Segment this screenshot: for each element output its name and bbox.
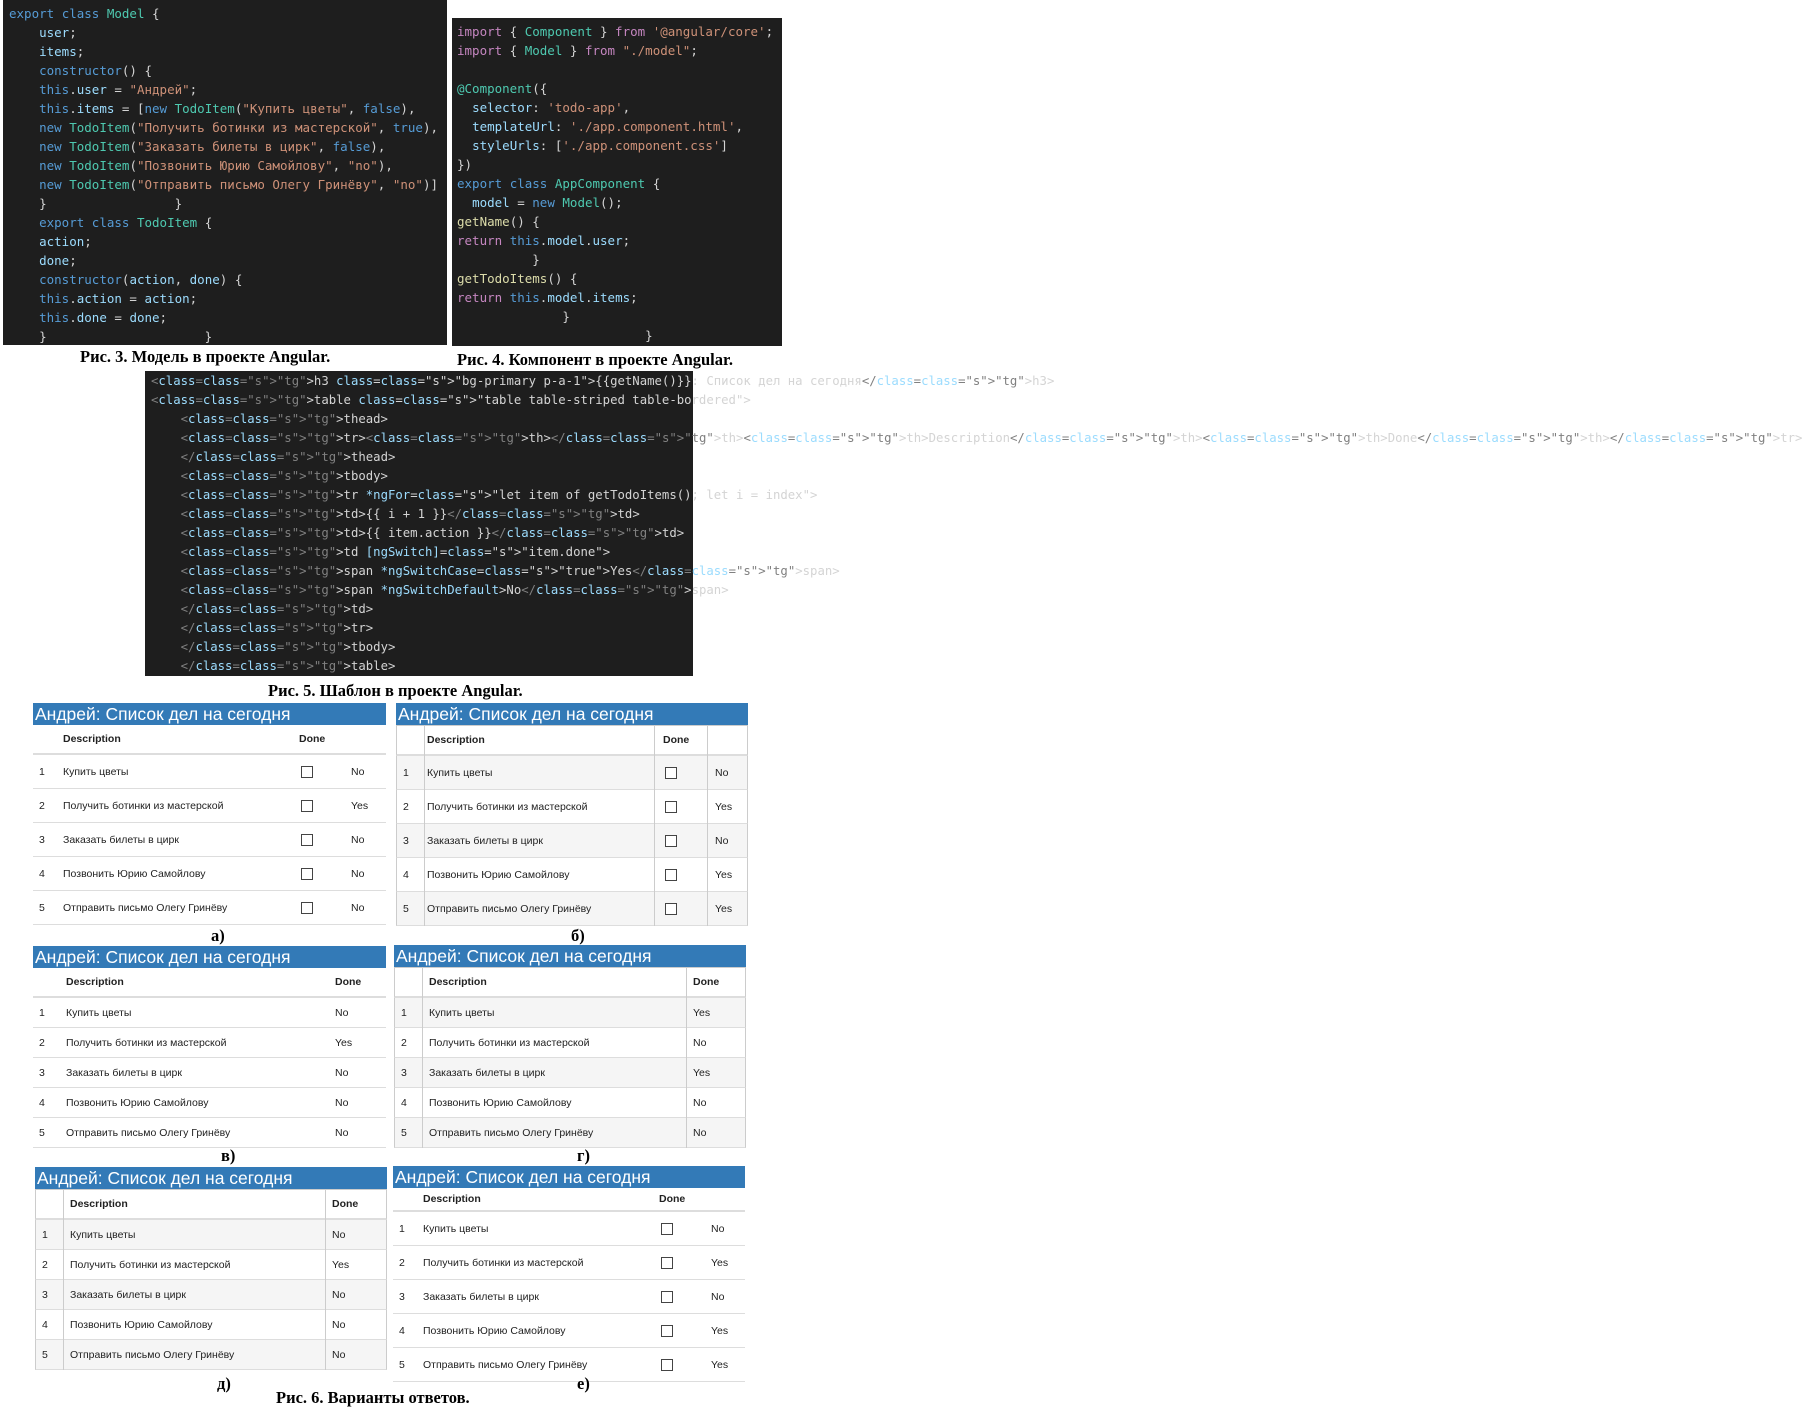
panel-title: Андрей: Список дел на сегодня [33,946,386,968]
row-action: Получить ботинки из мастерской [63,799,224,812]
row-done-value: No [335,1126,349,1139]
row-index: 1 [39,765,45,778]
variant-e-panel [393,1166,745,1382]
row-action: Купить цветы [429,1006,495,1019]
row-index: 4 [39,1096,45,1109]
variant-v-label: в) [221,1146,236,1165]
row-done-value: Yes [715,902,733,915]
table-row [394,1118,746,1148]
template-code-line: <class=class="s">"tg">thead> [180,412,388,426]
table-row [33,857,386,891]
row-action: Купить цветы [66,1006,132,1019]
model-code-line: export class TodoItem { [39,215,213,230]
table-row [396,790,748,824]
template-code-line: <class=class="s">"tg">tbody> [180,469,388,483]
table-row [396,756,748,790]
row-done-value: No [715,766,729,779]
column-header-description: Description [63,733,121,745]
row-index: 2 [403,800,409,813]
row-done-value: No [351,867,365,880]
row-done-value: No [351,765,365,778]
table-row [33,891,386,925]
variant-a-panel [33,703,386,925]
checkbox-square-icon [661,1359,673,1371]
done-checkbox[interactable] [301,823,313,856]
row-action: Позвонить Юрию Самойлову [423,1324,566,1337]
panel-title: Андрей: Список дел на сегодня [394,945,746,967]
component-code-line: import { Model } from "./model"; [457,43,698,58]
template-code-line: </class=class="s">"tg">thead> [180,450,396,464]
column-header-done: Done [663,734,690,746]
checkbox-square-icon [665,903,677,915]
todo-table [393,1188,745,1382]
component-code-line: return this.model.items; [457,290,638,305]
table-header-row [396,726,748,756]
done-checkbox[interactable] [661,1348,673,1381]
panel-title: Андрей: Список дел на сегодня [393,1166,745,1188]
done-checkbox[interactable] [301,789,313,822]
row-index: 3 [403,834,409,847]
fig5-caption: Рис. 5. Шаблон в проекте Angular. [268,681,523,700]
model-code-line: constructor(action, done) { [39,272,243,287]
component-code-panel [452,18,782,346]
column-header-done: Done [299,733,326,745]
row-action: Отправить письмо Олегу Гринёву [429,1126,594,1139]
template-code-line: <class=class="s">"tg">h3 class=class="s">"bg-primary p-a-1">{{getName()}}: Список дел на сегодня</class=class="s">"tg">h3> [151,374,1055,388]
row-action: Отправить письмо Олегу Гринёву [423,1358,588,1371]
row-index: 1 [42,1228,48,1241]
component-code-line: styleUrls: ['./app.component.css'] [472,138,728,153]
template-code-line: </class=class="s">"tg">tr> [180,621,374,635]
component-code-line: return this.model.user; [457,233,631,248]
model-code-line: items; [39,44,85,59]
checkbox-square-icon [301,868,313,880]
column-header-done: Done [335,976,362,988]
row-done-value: Yes [351,799,369,812]
table-row [396,858,748,892]
template-code-line: <class=class="s">"tg">tr *ngFor=class="s">"let item of getTodoItems(); let i = index"> [180,488,818,502]
row-action: Заказать билеты в цирк [66,1066,182,1079]
row-action: Отправить письмо Олегу Гринёву [63,901,228,914]
component-code-line: getName() { [457,214,540,229]
variant-g-label: г) [577,1146,590,1165]
checkbox-square-icon [301,766,313,778]
row-done-value: Yes [693,1006,711,1019]
row-index: 1 [39,1006,45,1019]
template-code-line: <class=class="s">"tg">td>{{ item.action }}</class=class="s">"tg">td> [180,526,685,540]
column-divider [424,726,425,926]
row-done-value: No [332,1318,346,1331]
row-index: 2 [399,1256,405,1269]
table-row [393,1212,745,1246]
table-row [33,1058,386,1088]
template-code-line: </class=class="s">"tg">td> [180,602,374,616]
column-header-description: Description [66,976,124,988]
done-checkbox[interactable] [301,857,313,890]
checkbox-square-icon [665,869,677,881]
variant-b-panel [396,703,748,925]
row-action: Получить ботинки из мастерской [429,1036,590,1049]
model-code-line: } } [9,329,213,344]
model-code-line: constructor() { [39,63,153,78]
row-action: Купить цветы [70,1228,136,1241]
model-code-line: this.items = [new TodoItem("Купить цветы", false), [39,101,416,116]
row-done-value: Yes [332,1258,350,1271]
model-code-line: new TodoItem("Получить ботинки из мастерской", true), [39,120,439,135]
table-row [33,1088,386,1118]
row-action: Позвонить Юрию Самойлову [429,1096,572,1109]
row-done-value: No [351,833,365,846]
row-index: 4 [403,868,409,881]
checkbox-square-icon [665,835,677,847]
column-header-done: Done [659,1193,686,1205]
template-code-line: <class=class="s">"tg">tr><class=class="s">"tg">th></class=class="s">"tg">th><class=class="s">"tg">th>Description</class=class="s">"tg">th><class=class="s">"tg">th>Done</class=class="s">"tg">th></class=class="s">"tg">tr> [180,431,1802,445]
variant-d-label: д) [217,1374,231,1393]
model-code-line: this.action = action; [39,291,198,306]
checkbox-square-icon [665,767,677,779]
table-row [33,789,386,823]
fig4-caption: Рис. 4. Компонент в проекте Angular. [457,350,733,369]
row-index: 3 [399,1290,405,1303]
row-index: 3 [39,833,45,846]
table-header-row [35,1190,387,1220]
table-header-row [33,725,386,755]
row-index: 5 [39,901,45,914]
table-row [396,892,748,926]
row-index: 5 [399,1358,405,1371]
model-code-line: user; [39,25,77,40]
row-index: 3 [42,1288,48,1301]
row-action: Заказать билеты в цирк [63,833,179,846]
row-done-value: Yes [693,1066,711,1079]
done-checkbox[interactable] [665,858,677,891]
template-code-line: <class=class="s">"tg">td [ngSwitch]=class="s">"item.done"> [180,545,611,559]
variant-a-label: а) [211,926,225,945]
panel-title: Андрей: Список дел на сегодня [35,1167,387,1189]
variant-d-panel [35,1167,387,1369]
row-index: 2 [39,799,45,812]
component-code-line: } [457,328,653,343]
checkbox-square-icon [661,1291,673,1303]
row-action: Заказать билеты в цирк [70,1288,186,1301]
row-done-value: Yes [335,1036,353,1049]
model-code-line: action; [39,234,92,249]
row-index: 2 [39,1036,45,1049]
row-action: Получить ботинки из мастерской [70,1258,231,1271]
done-checkbox[interactable] [661,1280,673,1313]
row-action: Позвонить Юрию Самойлову [70,1318,213,1331]
component-code-line: model = new Model(); [472,195,623,210]
column-header-description: Description [427,734,485,746]
row-done-value: No [332,1228,346,1241]
done-checkbox[interactable] [665,824,677,857]
column-header-description: Description [70,1198,128,1210]
template-code-line: <class=class="s">"tg">span *ngSwitchDefault>No</class=class="s">"tg">span> [180,583,729,597]
row-done-value: No [335,1006,349,1019]
component-code-line: templateUrl: './app.component.html', [472,119,744,134]
column-header-done: Done [693,976,720,988]
todo-table [35,1189,387,1369]
done-checkbox[interactable] [665,756,677,789]
row-index: 5 [401,1126,407,1139]
row-done-value: No [332,1348,346,1361]
todo-table [394,967,746,1147]
model-code-line: new TodoItem("Заказать билеты в цирк", false), [39,139,386,154]
template-code-line: <class=class="s">"tg">span *ngSwitchCase=class="s">"true">Yes</class=class="s">"tg">span> [180,564,840,578]
row-action: Позвонить Юрию Самойлову [63,867,206,880]
done-checkbox[interactable] [661,1314,673,1347]
column-header-description: Description [423,1193,481,1205]
table-header-row [393,1188,745,1212]
row-done-value: No [711,1290,725,1303]
component-code-line: } [457,309,570,324]
model-code-panel [3,0,447,345]
template-code-line: </class=class="s">"tg">tbody> [180,640,396,654]
column-divider [686,968,687,1148]
table-row [393,1314,745,1348]
component-code-line: import { Component } from '@angular/core'; [457,24,774,39]
table-row [394,998,746,1028]
component-code-line: }) [457,157,473,172]
variant-g-panel [394,945,746,1147]
model-code-line: export class Model { [9,6,160,21]
checkbox-square-icon [661,1257,673,1269]
row-action: Купить цветы [427,766,493,779]
row-done-value: Yes [711,1256,729,1269]
fig3-caption: Рис. 3. Модель в проекте Angular. [80,347,331,366]
row-done-value: No [351,901,365,914]
todo-table [396,725,748,925]
model-code-line: } } [9,196,183,211]
table-row [394,1058,746,1088]
table-row [33,1118,386,1148]
row-action: Получить ботинки из мастерской [423,1256,584,1269]
row-index: 3 [401,1066,407,1079]
panel-title: Андрей: Список дел на сегодня [396,703,748,725]
done-checkbox[interactable] [301,891,313,924]
table-row [35,1280,387,1310]
row-index: 4 [42,1318,48,1331]
template-code-panel [145,371,1802,676]
row-done-value: Yes [711,1324,729,1337]
table-row [35,1250,387,1280]
template-code-line: </class=class="s">"tg">table> [180,659,396,673]
done-checkbox[interactable] [301,755,313,788]
table-header-row [394,968,746,998]
row-done-value: No [715,834,729,847]
model-code-line: new TodoItem("Позвонить Юрию Самойлову", "no"), [39,158,393,173]
row-index: 4 [39,867,45,880]
model-code-line: this.user = "Андрей"; [39,82,198,97]
table-row [33,823,386,857]
row-done-value: No [335,1066,349,1079]
row-done-value: Yes [715,800,733,813]
panel-title: Андрей: Список дел на сегодня [33,703,386,725]
table-row [396,824,748,858]
checkbox-square-icon [661,1223,673,1235]
model-code-line: new TodoItem("Отправить письмо Олегу Гринёву", "no")] [39,177,439,192]
row-index: 5 [39,1126,45,1139]
component-code-line: @Component({ [457,81,548,96]
table-row [393,1246,745,1280]
column-header-description: Description [429,976,487,988]
row-done-value: Yes [715,868,733,881]
column-divider [325,1190,326,1370]
row-action: Купить цветы [63,765,129,778]
done-checkbox[interactable] [665,790,677,823]
row-action: Получить ботинки из мастерской [427,800,588,813]
component-code-line: getTodoItems() { [457,271,578,286]
checkbox-square-icon [665,801,677,813]
table-row [394,1028,746,1058]
table-row [394,1088,746,1118]
component-code-line: } [457,252,540,267]
template-code-line: <class=class="s">"tg">table class=class="s">"table table-striped table-bordered"> [151,393,751,407]
row-index: 4 [401,1096,407,1109]
row-index: 1 [403,766,409,779]
table-row [33,1028,386,1058]
row-index: 1 [399,1222,405,1235]
row-action: Получить ботинки из мастерской [66,1036,227,1049]
row-action: Позвонить Юрию Самойлову [66,1096,209,1109]
variant-v-panel [33,946,386,1148]
table-header-row [33,968,386,998]
checkbox-square-icon [301,834,313,846]
checkbox-square-icon [661,1325,673,1337]
row-index: 2 [401,1036,407,1049]
row-action: Позвонить Юрию Самойлову [427,868,570,881]
variant-b-label: б) [571,926,585,945]
column-divider [654,726,655,926]
component-code-line [457,60,782,79]
row-action: Отправить письмо Олегу Гринёву [70,1348,235,1361]
row-done-value: Yes [711,1358,729,1371]
row-index: 4 [399,1324,405,1337]
row-done-value: No [693,1096,707,1109]
table-row [35,1310,387,1340]
table-row [33,998,386,1028]
row-done-value: No [711,1222,725,1235]
column-divider [63,1190,64,1370]
row-action: Купить цветы [423,1222,489,1235]
column-divider [422,968,423,1148]
row-action: Заказать билеты в цирк [429,1066,545,1079]
row-action: Отправить письмо Олегу Гринёву [66,1126,231,1139]
component-code-line: export class AppComponent { [457,176,661,191]
template-code-line: <class=class="s">"tg">td>{{ i + 1 }}</class=class="s">"tg">td> [180,507,640,521]
todo-table [33,725,386,925]
row-action: Заказать билеты в цирк [427,834,543,847]
table-row [35,1220,387,1250]
variant-e-label: е) [577,1374,590,1393]
model-code-line: this.done = done; [39,310,168,325]
row-done-value: No [693,1126,707,1139]
table-row [35,1340,387,1370]
column-divider [707,726,708,926]
done-checkbox[interactable] [661,1212,673,1245]
fig6-caption: Рис. 6. Варианты ответов. [276,1388,470,1407]
row-index: 3 [39,1066,45,1079]
checkbox-square-icon [301,800,313,812]
checkbox-square-icon [301,902,313,914]
model-code-line: done; [39,253,77,268]
table-row [33,755,386,789]
done-checkbox[interactable] [665,892,677,925]
table-row [393,1348,745,1382]
row-action: Отправить письмо Олегу Гринёву [427,902,592,915]
row-index: 1 [401,1006,407,1019]
row-index: 5 [403,902,409,915]
row-done-value: No [335,1096,349,1109]
row-done-value: No [332,1288,346,1301]
row-done-value: No [693,1036,707,1049]
row-action: Заказать билеты в цирк [423,1290,539,1303]
row-index: 2 [42,1258,48,1271]
table-row [393,1280,745,1314]
component-code-line: selector: 'todo-app', [472,100,631,115]
row-index: 5 [42,1348,48,1361]
column-header-done: Done [332,1198,359,1210]
todo-table [33,968,386,1148]
done-checkbox[interactable] [661,1246,673,1279]
